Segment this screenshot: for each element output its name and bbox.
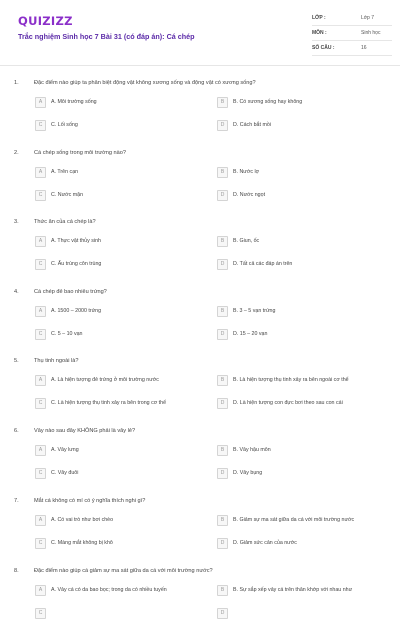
answer-option-c[interactable] bbox=[35, 190, 205, 203]
question-number: 7. bbox=[14, 498, 19, 504]
answer-option-a[interactable] bbox=[35, 515, 205, 528]
question-number: 1. bbox=[14, 80, 19, 86]
option-letter-box: C bbox=[35, 538, 46, 549]
option-text: C. Ấu trùng côn trùng bbox=[51, 261, 102, 267]
question-2 bbox=[0, 150, 400, 221]
meta-count-value: 16 bbox=[361, 45, 367, 51]
option-letter-box: B bbox=[217, 167, 228, 178]
quizizz-logo: QUIZIZZ bbox=[18, 14, 73, 28]
option-text: A. Có vai trò như bơi chèo bbox=[51, 517, 114, 523]
question-number: 2. bbox=[14, 150, 19, 156]
question-text: Cá chép sống trong môi trường nào? bbox=[34, 150, 126, 156]
option-letter-box: D bbox=[217, 538, 228, 549]
answer-option-d[interactable] bbox=[217, 398, 387, 411]
option-text: A. Là hiện tượng đẻ trứng ở môi trường nước bbox=[51, 377, 159, 383]
answer-option-b[interactable] bbox=[217, 236, 387, 249]
question-text: Mắt cá không có mí có ý nghĩa thích nghi gì? bbox=[34, 498, 146, 504]
option-text: C. Lối sống bbox=[51, 122, 78, 128]
question-6 bbox=[0, 428, 400, 499]
option-text: D. Giảm sức cản của nước bbox=[233, 540, 297, 546]
meta-class bbox=[312, 12, 392, 26]
option-text: B. Là hiện tượng thụ tinh xảy ra bên ngoài cơ thể bbox=[233, 377, 349, 383]
meta-count-label: SỐ CÂU : bbox=[312, 45, 335, 51]
answer-option-a[interactable] bbox=[35, 306, 205, 319]
meta-subject-label: MÔN : bbox=[312, 30, 327, 36]
answer-option-d[interactable] bbox=[217, 468, 387, 481]
document-title: Trắc nghiệm Sinh học 7 Bài 31 (có đáp án): Cá chép bbox=[18, 32, 195, 41]
option-text: C. Vây đuôi bbox=[51, 470, 79, 476]
option-text: B. Có xương sống hay không bbox=[233, 99, 303, 105]
option-text: A. 1500 – 2000 trứng bbox=[51, 308, 102, 314]
answer-option-a[interactable] bbox=[35, 236, 205, 249]
answer-option-d[interactable] bbox=[217, 120, 387, 133]
option-letter-box: B bbox=[217, 236, 228, 247]
option-letter-box: C bbox=[35, 468, 46, 479]
option-text: B. Vây hậu môn bbox=[233, 447, 271, 453]
answer-option-b[interactable] bbox=[217, 306, 387, 319]
option-text: D. Cách bắt mồi bbox=[233, 122, 271, 128]
question-number: 8. bbox=[14, 568, 19, 574]
option-text: A. Trên cạn bbox=[51, 169, 79, 175]
option-text: C. Nước mặn bbox=[51, 192, 84, 198]
option-text: A. Vây lưng bbox=[51, 447, 79, 453]
answer-option-d[interactable] bbox=[217, 329, 387, 342]
option-letter-box: D bbox=[217, 398, 228, 409]
option-letter-box: D bbox=[217, 190, 228, 201]
option-letter-box: D bbox=[217, 329, 228, 340]
option-letter-box: A bbox=[35, 445, 46, 456]
meta-subject bbox=[312, 27, 392, 41]
option-text: B. Sự sắp xếp vảy cá trên thân khớp với nhau như bbox=[233, 587, 353, 593]
answer-option-c[interactable] bbox=[35, 538, 205, 551]
answer-option-c[interactable] bbox=[35, 120, 205, 133]
answer-option-b[interactable] bbox=[217, 97, 387, 110]
meta-class-value: Lớp 7 bbox=[361, 15, 375, 21]
option-letter-box: C bbox=[35, 190, 46, 201]
option-letter-box: B bbox=[217, 445, 228, 456]
answer-option-a[interactable] bbox=[35, 585, 205, 598]
option-letter-box: B bbox=[217, 375, 228, 386]
option-text: C. Màng mắt không bị khô bbox=[51, 540, 113, 546]
question-1 bbox=[0, 80, 400, 151]
question-number: 3. bbox=[14, 219, 19, 225]
question-text: Thụ tinh ngoài là? bbox=[34, 358, 79, 364]
option-letter-box: D bbox=[217, 120, 228, 131]
question-text: Đặc điểm nào giúp ta phân biệt động vật không xương sống và động vật có xương sống? bbox=[34, 80, 256, 86]
option-letter-box: A bbox=[35, 375, 46, 386]
option-letter-box: D bbox=[217, 259, 228, 270]
answer-option-d[interactable] bbox=[217, 538, 387, 551]
option-text: D. Nước ngọt bbox=[233, 192, 266, 198]
option-text: D. 15 – 20 vạn bbox=[233, 331, 268, 337]
answer-option-a[interactable] bbox=[35, 167, 205, 180]
question-number: 5. bbox=[14, 358, 19, 364]
option-text: C. 5 – 10 vạn bbox=[51, 331, 83, 337]
answer-option-c[interactable] bbox=[35, 329, 205, 342]
answer-option-b[interactable] bbox=[217, 445, 387, 458]
option-text: D. Tất cả các đáp án trên bbox=[233, 261, 293, 267]
answer-option-b[interactable] bbox=[217, 515, 387, 528]
answer-option-c[interactable] bbox=[35, 259, 205, 272]
option-text: A. Vảy cá có da bao bọc; trong da có nhiều tuyến bbox=[51, 587, 167, 593]
option-letter-box: C bbox=[35, 608, 46, 619]
answer-option-d[interactable] bbox=[217, 190, 387, 203]
question-5 bbox=[0, 358, 400, 429]
option-letter-box: C bbox=[35, 398, 46, 409]
meta-count bbox=[312, 42, 392, 56]
option-letter-box: B bbox=[217, 585, 228, 596]
option-text: D. Là hiện tượng con đực bơi theo sau con cái bbox=[233, 400, 343, 406]
option-letter-box: A bbox=[35, 236, 46, 247]
option-letter-box: C bbox=[35, 120, 46, 131]
question-3 bbox=[0, 219, 400, 290]
answer-option-a[interactable] bbox=[35, 375, 205, 388]
answer-option-c[interactable] bbox=[35, 398, 205, 411]
question-number: 6. bbox=[14, 428, 19, 434]
option-letter-box: A bbox=[35, 515, 46, 526]
question-text: Thức ăn của cá chép là? bbox=[34, 219, 96, 225]
meta-subject-value: Sinh học bbox=[361, 30, 381, 36]
question-8 bbox=[0, 568, 400, 639]
answer-option-c[interactable] bbox=[35, 468, 205, 481]
option-letter-box: A bbox=[35, 585, 46, 596]
option-letter-box: A bbox=[35, 97, 46, 108]
question-text: Vây nào sau đây KHÔNG phải là vây lẻ? bbox=[34, 428, 136, 434]
question-text: Cá chép đẻ bao nhiêu trứng? bbox=[34, 289, 107, 295]
option-letter-box: C bbox=[35, 329, 46, 340]
option-letter-box: B bbox=[217, 97, 228, 108]
option-text: B. Giun, ốc bbox=[233, 238, 260, 244]
option-text: A. Thực vật thủy sinh bbox=[51, 238, 101, 244]
option-text: B. Giảm sự ma sát giữa da cá với môi trường nước bbox=[233, 517, 355, 523]
document-header bbox=[0, 0, 400, 66]
option-letter-box: B bbox=[217, 515, 228, 526]
answer-option-a[interactable] bbox=[35, 445, 205, 458]
question-text: Đặc điểm nào giúp cá giảm sự ma sát giữa da cá với môi trường nước? bbox=[34, 568, 213, 574]
option-text: B. 3 – 5 vạn trứng bbox=[233, 308, 276, 314]
answer-option-b[interactable] bbox=[217, 167, 387, 180]
question-4 bbox=[0, 289, 400, 360]
option-letter-box: A bbox=[35, 306, 46, 317]
answer-option-d[interactable] bbox=[217, 608, 387, 621]
option-letter-box: D bbox=[217, 468, 228, 479]
option-letter-box: B bbox=[217, 306, 228, 317]
answer-option-d[interactable] bbox=[217, 259, 387, 272]
option-text: A. Môi trường sống bbox=[51, 99, 97, 105]
answer-option-c[interactable] bbox=[35, 608, 205, 621]
option-letter-box: D bbox=[217, 608, 228, 619]
option-text: B. Nước lợ bbox=[233, 169, 260, 175]
option-text: C. Là hiện tượng thụ tinh xảy ra bên trong cơ thể bbox=[51, 400, 167, 406]
option-letter-box: C bbox=[35, 259, 46, 270]
answer-option-b[interactable] bbox=[217, 585, 387, 598]
option-letter-box: A bbox=[35, 167, 46, 178]
meta-class-label: LỚP : bbox=[312, 15, 326, 21]
option-text: D. Vây bụng bbox=[233, 470, 263, 476]
question-number: 4. bbox=[14, 289, 19, 295]
answer-option-a[interactable] bbox=[35, 97, 205, 110]
answer-option-b[interactable] bbox=[217, 375, 387, 388]
question-7 bbox=[0, 498, 400, 569]
